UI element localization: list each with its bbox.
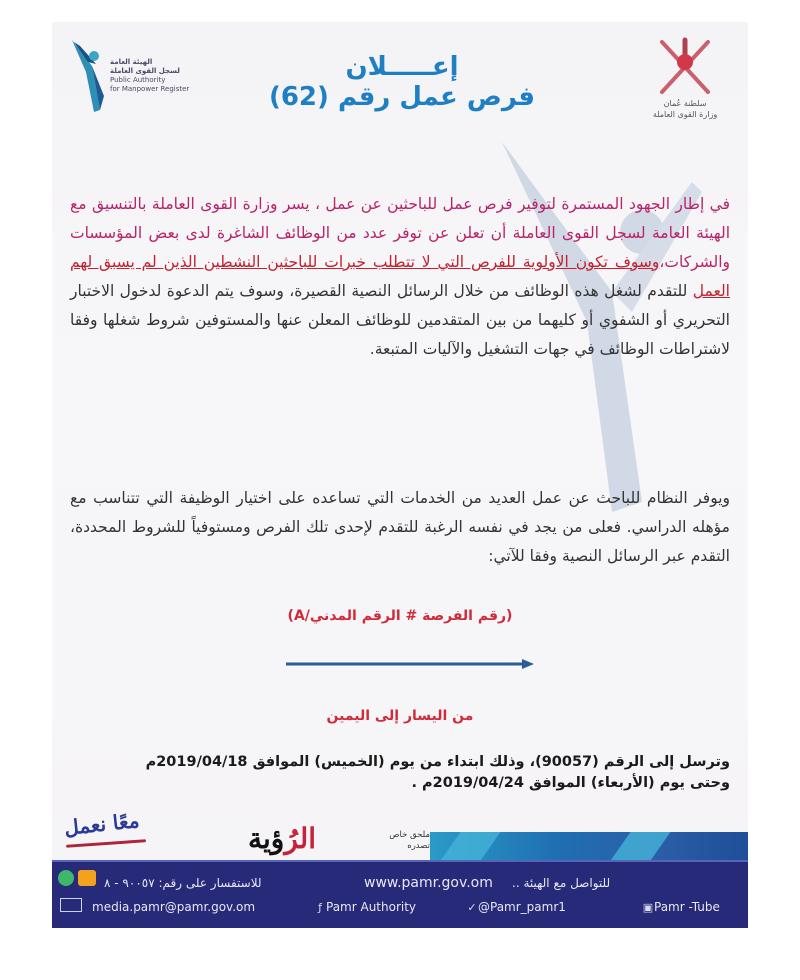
arrow-right-icon bbox=[284, 658, 536, 670]
stripe-accent bbox=[609, 832, 670, 862]
newspaper-logo bbox=[248, 822, 316, 855]
intro-highlight-text: في إطار الجهود المستمرة لتوفير فرص عمل للباحثين عن عمل ، يسر وزارة القوى العاملة بالتنسيق مع الهيئة العامة لسجل القوى العاملة أن تعلن عن توفر عدد من الوظائف الشاغرة لدى بعض المؤسسات والشركات، bbox=[70, 195, 730, 271]
figure-logo-icon bbox=[70, 36, 110, 116]
title-line-2: فرص عمل رقم (62) bbox=[268, 82, 536, 112]
oman-emblem-icon bbox=[640, 36, 730, 98]
facebook-link[interactable] bbox=[310, 896, 416, 919]
sms-format: (رقم الفرصة # الرقم المدني/A) bbox=[287, 608, 513, 624]
services-paragraph: ويوفر النظام للباحث عن عمل العديد من الخدمات التي تساعده على اختيار الوظيفة التي تتناسب مع مؤهله الدراسي. فعلى من يجد في نفسه الرغبة للتقدم لإحدى تلك الفرص ومستوفياً للشروط المحددة، التقدم عبر الرسائل النصية وفقا للآتي: bbox=[70, 489, 730, 565]
youtube-icon: ▣ bbox=[642, 901, 654, 914]
authority-name-ar-1: الهيئة العامة bbox=[110, 58, 153, 66]
slogan: معًا نعمل bbox=[62, 808, 141, 840]
announcement-poster bbox=[52, 22, 748, 928]
footer-row-1 bbox=[52, 872, 748, 894]
youtube-label: Pamr -Tube bbox=[654, 900, 720, 914]
priority-note-text: وسوف تكون الأولوية للفرص التي لا تتطلب خبرات للباحثين النشطين الذين لم يسبق لهم العمل bbox=[70, 253, 730, 300]
send-info bbox=[70, 752, 730, 794]
announcement-title bbox=[242, 52, 562, 112]
slogan-underline bbox=[66, 839, 146, 848]
authority-name-en-1: Public Authority bbox=[110, 76, 166, 84]
ministry-name-2: وزارة القوى العاملة bbox=[652, 110, 718, 119]
send-info-line-1: وترسل إلى الرقم (90057)، وذلك ابتداء من يوم (الخميس) الموافق 2019/04/18م bbox=[145, 754, 730, 770]
footer-bar bbox=[52, 862, 748, 928]
twitter-label: @Pamr_pamr1 bbox=[478, 900, 566, 914]
intro-paragraph bbox=[70, 190, 730, 364]
authority-logo bbox=[70, 36, 200, 116]
supplement-note-2: تصدره bbox=[407, 841, 430, 851]
inquiry-number: للاستفسار على رقم: ٩٠٠٥٧ - ٨ bbox=[104, 876, 262, 890]
authority-logo-text bbox=[110, 58, 200, 94]
supplement-note-1: ملحق خاص bbox=[389, 830, 430, 840]
footer-row-2 bbox=[52, 896, 748, 918]
direction-note: من اليسار إلى اليمين bbox=[326, 708, 474, 724]
authority-name-en-2: for Manpower Register bbox=[110, 85, 190, 93]
email-link[interactable]: media.pamr@pamr.gov.om bbox=[92, 900, 256, 914]
contact-label: للتواصل مع الهيئة .. bbox=[512, 876, 611, 890]
ministry-logo-text bbox=[640, 98, 730, 120]
send-info-line-2: وحتى يوم (الأربعاء) الموافق 2019/04/24م . bbox=[411, 775, 730, 791]
authority-name-ar-2: لسجل القوى العاملة bbox=[110, 67, 180, 75]
newspaper-logo-red: الرُ bbox=[284, 822, 317, 855]
facebook-icon: ƒ bbox=[318, 901, 322, 914]
twitter-icon: ✓ bbox=[467, 901, 477, 914]
newspaper-logo-black: ؤية bbox=[248, 822, 285, 855]
website-link[interactable]: www.pamr.gov.om bbox=[364, 875, 493, 891]
ministry-name-1: سلطنة عُمان bbox=[663, 99, 707, 108]
facebook-label: Pamr Authority bbox=[326, 900, 417, 914]
supplement-note bbox=[370, 830, 430, 852]
header bbox=[52, 22, 748, 142]
stripe-accent bbox=[439, 832, 500, 862]
twitter-link[interactable] bbox=[462, 896, 566, 919]
intro-details-text: للتقدم لشغل هذه الوظائف من خلال الرسائل النصية القصيرة، وسوف يتم الدعوة لدخول الاختبار التحريري أو الشفوي أو كليهما من بين المتقدمين للوظائف المعلن عنها والمستوفين شروط شغلها وفقا لاشتراطات الوظائف في جهات التشغيل والآليات المتبعة. bbox=[70, 282, 730, 358]
title-line-1: إعـــــلان bbox=[345, 52, 459, 82]
youtube-link[interactable] bbox=[638, 896, 720, 919]
decorative-stripe bbox=[430, 832, 748, 862]
ministry-logo bbox=[640, 36, 730, 136]
